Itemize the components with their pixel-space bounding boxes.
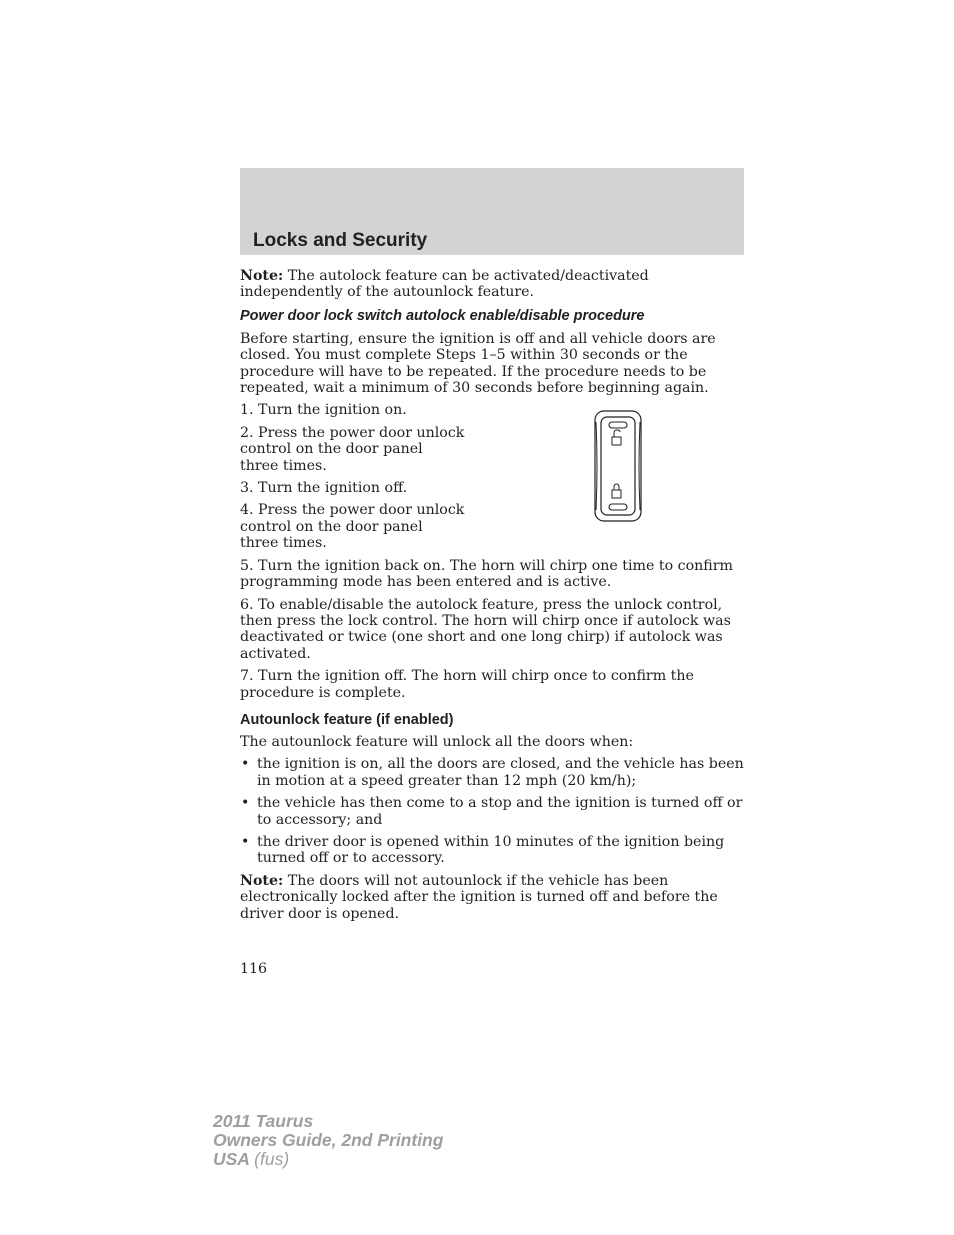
footer-region [213,1150,443,1169]
footer-country: USA [213,1149,255,1169]
list-item [240,756,744,789]
step-1: 1. Turn the ignition on. [240,402,407,419]
footer-region-code: (fus) [254,1149,290,1169]
page-number: 116 [240,961,268,977]
note-autounlock [240,873,744,922]
step-2: 2. Press the power door unlock control on the door panel three times. [240,424,465,474]
autounlock-heading: Autounlock feature (if enabled) [240,711,454,728]
step-7: 7. Turn the ignition off. The horn will chirp once to confirm the procedure is complete. [240,668,694,701]
step-6: 6. To enable/disable the autolock feature, press the unlock control, then press the lock control. The horn will chirp once if autolock was deactivated or twice (one short and one long chirp) if autolock was activated. [240,596,731,662]
note-label: Note: [240,872,284,889]
section-header-band [240,168,744,255]
bullet-icon: • [241,756,250,773]
list-item [240,834,744,867]
autounlock-intro: The autounlock feature will unlock all the doors when: [240,733,634,750]
procedure-intro: Before starting, ensure the ignition is off and all vehicle doors are closed. You must complete Steps 1–5 within 30 seconds or the procedure will have to be repeated. If the procedure needs to be repeated, wait a minimum of 30 seconds before beginning again. [240,330,716,397]
document-footer [213,1112,443,1169]
section-title: Locks and Security [253,230,428,251]
note-label: Note: [240,268,284,284]
note-autolock [240,268,744,301]
list-item-text: the driver door is opened within 10 minutes of the ignition being turned off or to accessory. [257,833,725,867]
list-item-text: the vehicle has then come to a stop and the ignition is turned off or to accessory; and [257,795,743,828]
step-5: 5. Turn the ignition back on. The horn will chirp one time to confirm programming mode has been entered and is active. [240,557,733,591]
page-content [240,268,744,928]
step-3: 3. Turn the ignition off. [240,480,408,497]
step-4: 4. Press the power door unlock control on the door panel three times. [240,502,465,552]
footer-model: 2011 Taurus [213,1111,314,1131]
autounlock-conditions [240,756,744,866]
procedure-heading: Power door lock switch autolock enable/disable procedure [240,307,645,324]
list-item [240,795,744,828]
bullet-icon: • [241,795,250,812]
bullet-icon: • [241,833,250,850]
footer-edition: Owners Guide, 2nd Printing [213,1130,444,1150]
door-lock-switch-illustration [592,410,644,522]
note-text: The autolock feature can be activated/deactivated independently of the autounlock feature. [240,268,649,301]
note-text: The doors will not autounlock if the vehicle has been electronically locked after the ignition is turned off and before the driver door is opened. [240,872,718,922]
list-item-text: the ignition is on, all the doors are closed, and the vehicle has been in motion at a speed greater than 12 mph (20 km/h); [257,756,744,789]
